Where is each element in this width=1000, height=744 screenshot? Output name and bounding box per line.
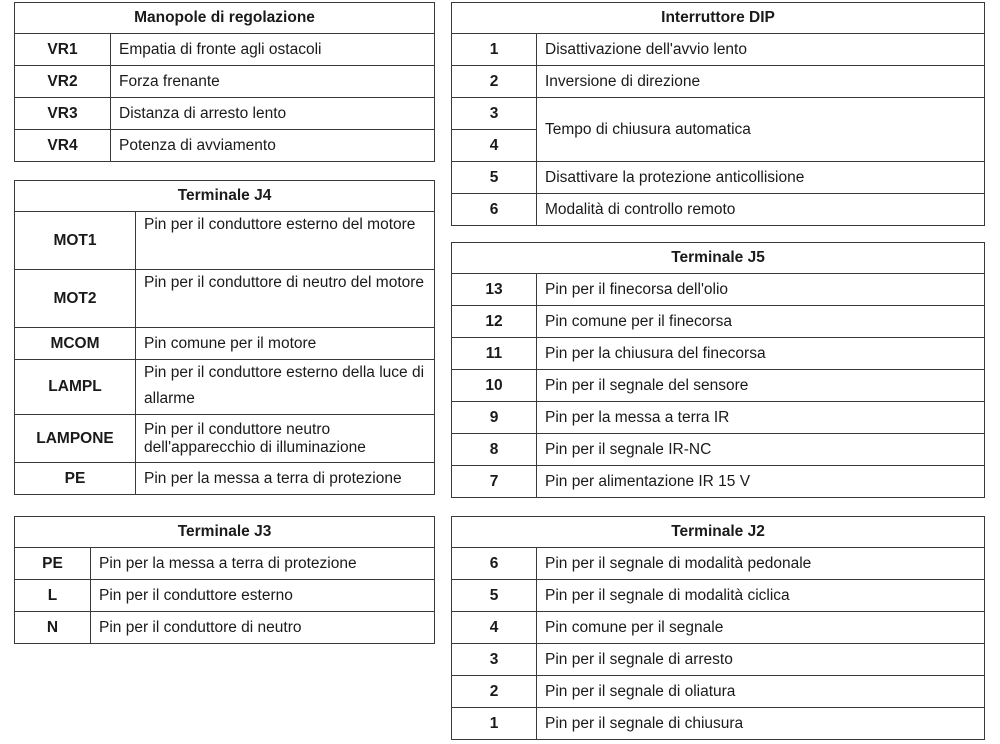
j5-key: 12: [452, 306, 537, 338]
j2-key: 5: [452, 580, 537, 612]
knobs-title: Manopole di regolazione: [15, 3, 435, 34]
dip-table: [451, 2, 985, 226]
j3-desc: Pin per il conduttore di neutro: [91, 612, 435, 644]
j4-table: [14, 180, 435, 495]
knob-desc: Distanza di arresto lento: [111, 98, 435, 130]
table-row: [452, 98, 985, 130]
j2-desc: Pin comune per il segnale: [537, 612, 985, 644]
j4-key: MOT1: [15, 212, 136, 270]
table-row: [452, 162, 985, 194]
j2-key: 1: [452, 708, 537, 740]
j2-key: 6: [452, 548, 537, 580]
table-row: [15, 130, 435, 162]
j4-desc: Pin per la messa a terra di protezione: [136, 463, 435, 495]
table-row: [15, 98, 435, 130]
dip-key: 5: [452, 162, 537, 194]
knob-desc: Potenza di avviamento: [111, 130, 435, 162]
j4-desc: Pin per il conduttore di neutro del motore: [136, 270, 435, 328]
j2-desc: Pin per il segnale di arresto: [537, 644, 985, 676]
j5-desc: Pin per il segnale IR-NC: [537, 434, 985, 466]
j5-desc: Pin per il finecorsa dell'olio: [537, 274, 985, 306]
j4-key: LAMPONE: [15, 415, 136, 463]
j5-desc: Pin per il segnale del sensore: [537, 370, 985, 402]
j3-key: PE: [15, 548, 91, 580]
j4-key: MCOM: [15, 328, 136, 360]
table-row: [452, 370, 985, 402]
table-row: [452, 466, 985, 498]
dip-key: 3: [452, 98, 537, 130]
j2-key: 2: [452, 676, 537, 708]
table-row: [452, 676, 985, 708]
dip-desc: Modalità di controllo remoto: [537, 194, 985, 226]
j4-desc: Pin comune per il motore: [136, 328, 435, 360]
j5-desc: Pin per la messa a terra IR: [537, 402, 985, 434]
table-row: [15, 270, 435, 328]
knob-key: VR4: [15, 130, 111, 162]
table-row: [452, 194, 985, 226]
table-row: [15, 580, 435, 612]
table-row: [452, 644, 985, 676]
table-row: [15, 548, 435, 580]
j2-desc: Pin per il segnale di modalità pedonale: [537, 548, 985, 580]
knob-key: VR3: [15, 98, 111, 130]
table-row: [452, 66, 985, 98]
dip-key: 6: [452, 194, 537, 226]
dip-title: Interruttore DIP: [452, 3, 985, 34]
knob-desc: Forza frenante: [111, 66, 435, 98]
j3-title: Terminale J3: [15, 517, 435, 548]
j2-desc: Pin per il segnale di oliatura: [537, 676, 985, 708]
j5-key: 11: [452, 338, 537, 370]
j5-desc: Pin comune per il finecorsa: [537, 306, 985, 338]
table-row: [15, 328, 435, 360]
table-row: [452, 306, 985, 338]
knob-key: VR2: [15, 66, 111, 98]
j4-key: LAMPL: [15, 360, 136, 415]
j5-key: 7: [452, 466, 537, 498]
dip-desc: Inversione di direzione: [537, 66, 985, 98]
table-row: [452, 580, 985, 612]
j2-desc: Pin per il segnale di modalità ciclica: [537, 580, 985, 612]
dip-desc: Disattivazione dell'avvio lento: [537, 34, 985, 66]
table-row: [452, 402, 985, 434]
j5-desc: Pin per alimentazione IR 15 V: [537, 466, 985, 498]
dip-key: 4: [452, 130, 537, 162]
dip-desc: Disattivare la protezione anticollisione: [537, 162, 985, 194]
j5-desc: Pin per la chiusura del finecorsa: [537, 338, 985, 370]
table-row: [452, 338, 985, 370]
j5-key: 9: [452, 402, 537, 434]
j5-table: [451, 242, 985, 498]
j3-table: [14, 516, 435, 644]
table-row: [452, 708, 985, 740]
j2-desc: Pin per il segnale di chiusura: [537, 708, 985, 740]
table-row: [15, 612, 435, 644]
j5-key: 13: [452, 274, 537, 306]
table-row: [15, 212, 435, 270]
table-row: [15, 66, 435, 98]
dip-desc: Tempo di chiusura automatica: [537, 98, 985, 162]
j5-key: 8: [452, 434, 537, 466]
table-row: [452, 34, 985, 66]
j2-key: 4: [452, 612, 537, 644]
knob-key: VR1: [15, 34, 111, 66]
dip-key: 1: [452, 34, 537, 66]
j4-desc: Pin per il conduttore esterno del motore: [136, 212, 435, 270]
table-row: [452, 612, 985, 644]
knob-desc: Empatia di fronte agli ostacoli: [111, 34, 435, 66]
table-row: [15, 360, 435, 415]
j5-title: Terminale J5: [452, 243, 985, 274]
j4-key: PE: [15, 463, 136, 495]
j3-key: N: [15, 612, 91, 644]
table-row: [15, 463, 435, 495]
j2-key: 3: [452, 644, 537, 676]
table-row: [15, 34, 435, 66]
j3-key: L: [15, 580, 91, 612]
j4-desc: Pin per il conduttore neutro dell'apparecchio di illuminazione: [136, 415, 435, 463]
dip-key: 2: [452, 66, 537, 98]
j2-table: [451, 516, 985, 740]
knobs-table: [14, 2, 435, 162]
table-row: [452, 548, 985, 580]
j4-key: MOT2: [15, 270, 136, 328]
j3-desc: Pin per il conduttore esterno: [91, 580, 435, 612]
table-row: [452, 274, 985, 306]
table-row: [452, 434, 985, 466]
j2-title: Terminale J2: [452, 517, 985, 548]
j5-key: 10: [452, 370, 537, 402]
j4-desc: Pin per il conduttore esterno della luce di allarme: [136, 360, 435, 415]
j3-desc: Pin per la messa a terra di protezione: [91, 548, 435, 580]
table-row: [15, 415, 435, 463]
j4-title: Terminale J4: [15, 181, 435, 212]
